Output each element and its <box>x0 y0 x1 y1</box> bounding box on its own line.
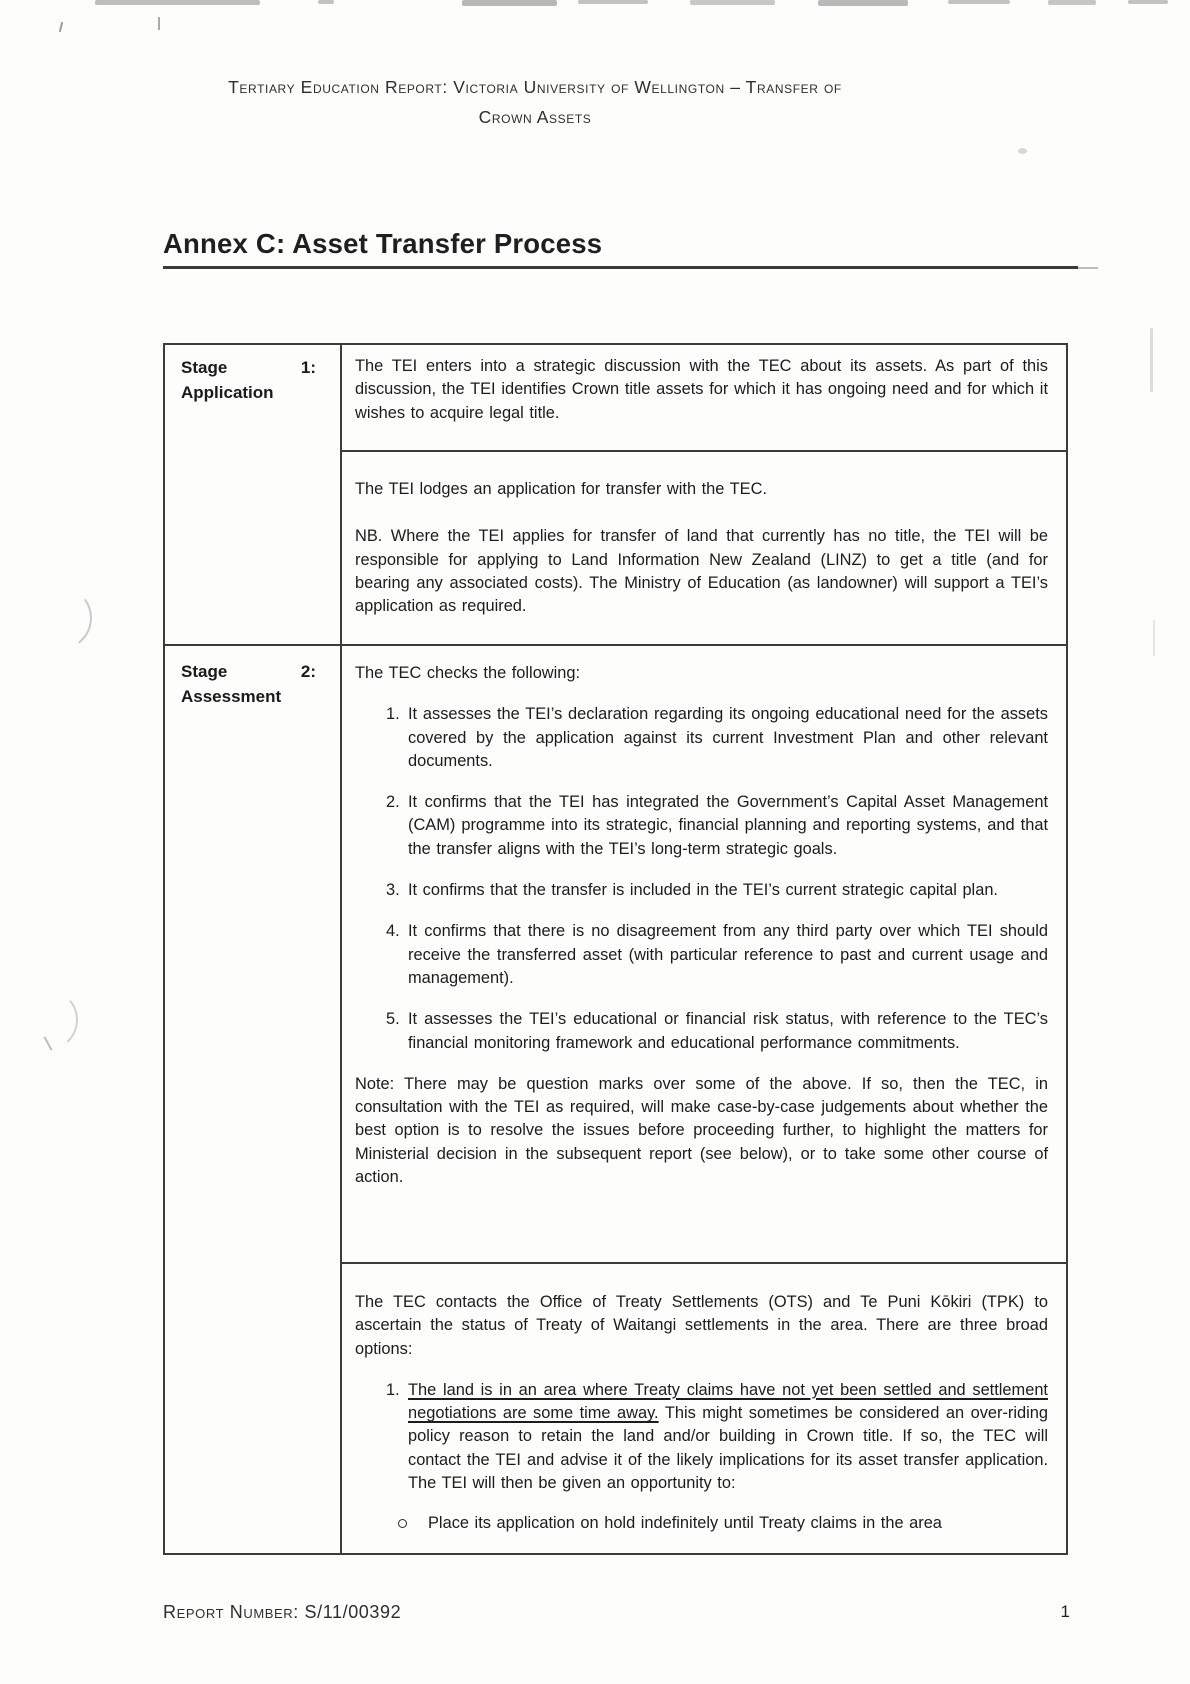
stage2-label-name: Assessment <box>181 687 282 706</box>
stage2-content-column <box>342 646 1066 1553</box>
stage2-label-line <box>181 659 316 684</box>
document-header <box>120 72 950 132</box>
scan-artifact <box>948 0 1010 4</box>
checks-note-paragraph: Note: There may be question marks over some of the above. If so, then the TEC, in consultation with the TEI as required, will make case-by-case judgements about whether the best option is to resolve the issues before proceeding further, to highlight the matters for Ministerial decision in the subsequent report (see below), or to take some other course of action. <box>355 1074 1048 1187</box>
hole-punch-artifact <box>24 582 96 654</box>
stage1-label-cell <box>165 345 342 644</box>
circle-bullet-icon <box>398 1519 407 1528</box>
stage1-label-number: 1: <box>300 358 316 377</box>
stage1-content-column <box>342 345 1066 644</box>
check-item-4 <box>355 920 1048 990</box>
stage2-label-word: Stage <box>181 662 228 681</box>
treaty-option-1-subitem <box>355 1512 1048 1535</box>
title-underline <box>163 266 1078 269</box>
treaty-option-1-underlined: The land is in an area where Treaty claims have not yet been settled and settlement negotiations are some time away. <box>408 1380 1048 1423</box>
check-item-1-number: 1. <box>386 705 400 724</box>
report-number: Report Number: S/11/00392 <box>163 1602 402 1622</box>
scan-artifact <box>818 0 908 6</box>
scan-artifact <box>59 22 63 32</box>
stage1-nb-paragraph: NB. Where the TEI applies for transfer of land that currently has no title, the TEI will be responsible for applying to Land Information New Zealand (LINZ) to get a title (and for bearing any associated costs). The Ministry of Education (as landowner) will support a TEI’s application as required. <box>355 527 1048 616</box>
header-line-1: Tertiary Education Report: Victoria University of Wellington – Transfer of <box>228 77 842 97</box>
treaty-option-1-subitem-text: Place its application on hold indefinitely until Treaty claims in the area <box>428 1514 942 1533</box>
stage2-row <box>165 646 1066 1553</box>
scan-artifact <box>578 0 648 4</box>
check-item-1-text: It assesses the TEI’s declaration regarding its ongoing educational need for the assets covered by the application against its current Investment Plan and other relevant documents. <box>408 705 1048 770</box>
treaty-intro-paragraph: The TEC contacts the Office of Treaty Settlements (OTS) and Te Puni Kōkiri (TPK) to ascertain the status of Treaty of Waitangi settlements in the area. There are three broad options: <box>355 1293 1048 1358</box>
stage1-cell-application <box>342 452 1066 642</box>
check-item-4-text: It confirms that there is no disagreement from any third party over which TEI should receive the transferred asset (with particular reference to past and current usage and management). <box>408 922 1048 987</box>
check-item-3-text: It confirms that the transfer is included in the TEI’s current strategic capital plan. <box>408 881 998 900</box>
scan-artifact <box>690 0 775 5</box>
scan-artifact <box>1153 620 1155 656</box>
check-item-5-number: 5. <box>386 1010 400 1029</box>
treaty-option-1-text <box>408 1381 1048 1492</box>
scan-artifact <box>462 0 557 6</box>
scan-artifact <box>95 0 260 5</box>
stage1-discussion-paragraph: The TEI enters into a strategic discussion with the TEC about its assets. As part of this discussion, the TEI identifies Crown title assets for which it has ongoing need and for which it wishes to acquire legal title. <box>355 357 1048 422</box>
check-item-2-number: 2. <box>386 793 400 812</box>
header-line-2: Crown Assets <box>478 107 592 127</box>
annex-title: Annex C: Asset Transfer Process <box>163 228 603 259</box>
scan-artifact <box>158 17 160 30</box>
check-item-3-number: 3. <box>386 881 400 900</box>
scan-artifact <box>1048 0 1096 5</box>
stage1-label-word: Stage <box>181 358 228 377</box>
treaty-option-1 <box>355 1379 1048 1495</box>
stage2-label-number: 2: <box>300 662 316 681</box>
stage1-application-paragraph: The TEI lodges an application for transfer with the TEC. <box>355 480 767 498</box>
stage1-cell-discussion <box>342 345 1066 452</box>
check-item-5-text: It assesses the TEI’s educational or financial risk status, with reference to the TEC’s financial monitoring framework and educational performance commitments. <box>408 1010 1048 1052</box>
stage2-cell-checks <box>342 646 1066 1264</box>
scan-artifact <box>1150 328 1153 392</box>
scan-artifact <box>318 0 334 4</box>
check-item-4-number: 4. <box>386 922 400 941</box>
checks-intro: The TEC checks the following: <box>355 664 581 682</box>
stage1-label-line <box>181 355 316 380</box>
check-item-1 <box>355 703 1048 773</box>
treaty-option-1-rest: This might sometimes be considered an over-riding policy reason to retain the land and/or building in Crown title. If so, the TEC will contact the TEI and advise it of the likely implications for its asset transfer application. The TEI will then be given an opportunity to: <box>408 1404 1049 1493</box>
treaty-option-1-number: 1. <box>386 1380 400 1399</box>
scan-artifact <box>1018 148 1027 154</box>
stage1-row <box>165 345 1066 646</box>
stage2-cell-treaty <box>342 1264 1066 1551</box>
check-item-2-text: It confirms that the TEI has integrated the Government’s Capital Asset Management (CAM) programme into its strategic, financial planning and reporting systems, and that the transfer aligns with the TEI’s long-term strategic goals. <box>408 793 1048 858</box>
check-item-5 <box>355 1008 1048 1055</box>
check-item-2 <box>355 791 1048 861</box>
stage1-label-name: Application <box>181 383 274 402</box>
stage2-label-cell <box>165 646 342 1553</box>
check-item-3 <box>355 879 1048 902</box>
asset-transfer-process-table <box>163 343 1068 1555</box>
page-number: 1 <box>1060 1602 1070 1621</box>
scan-artifact <box>1128 0 1168 4</box>
